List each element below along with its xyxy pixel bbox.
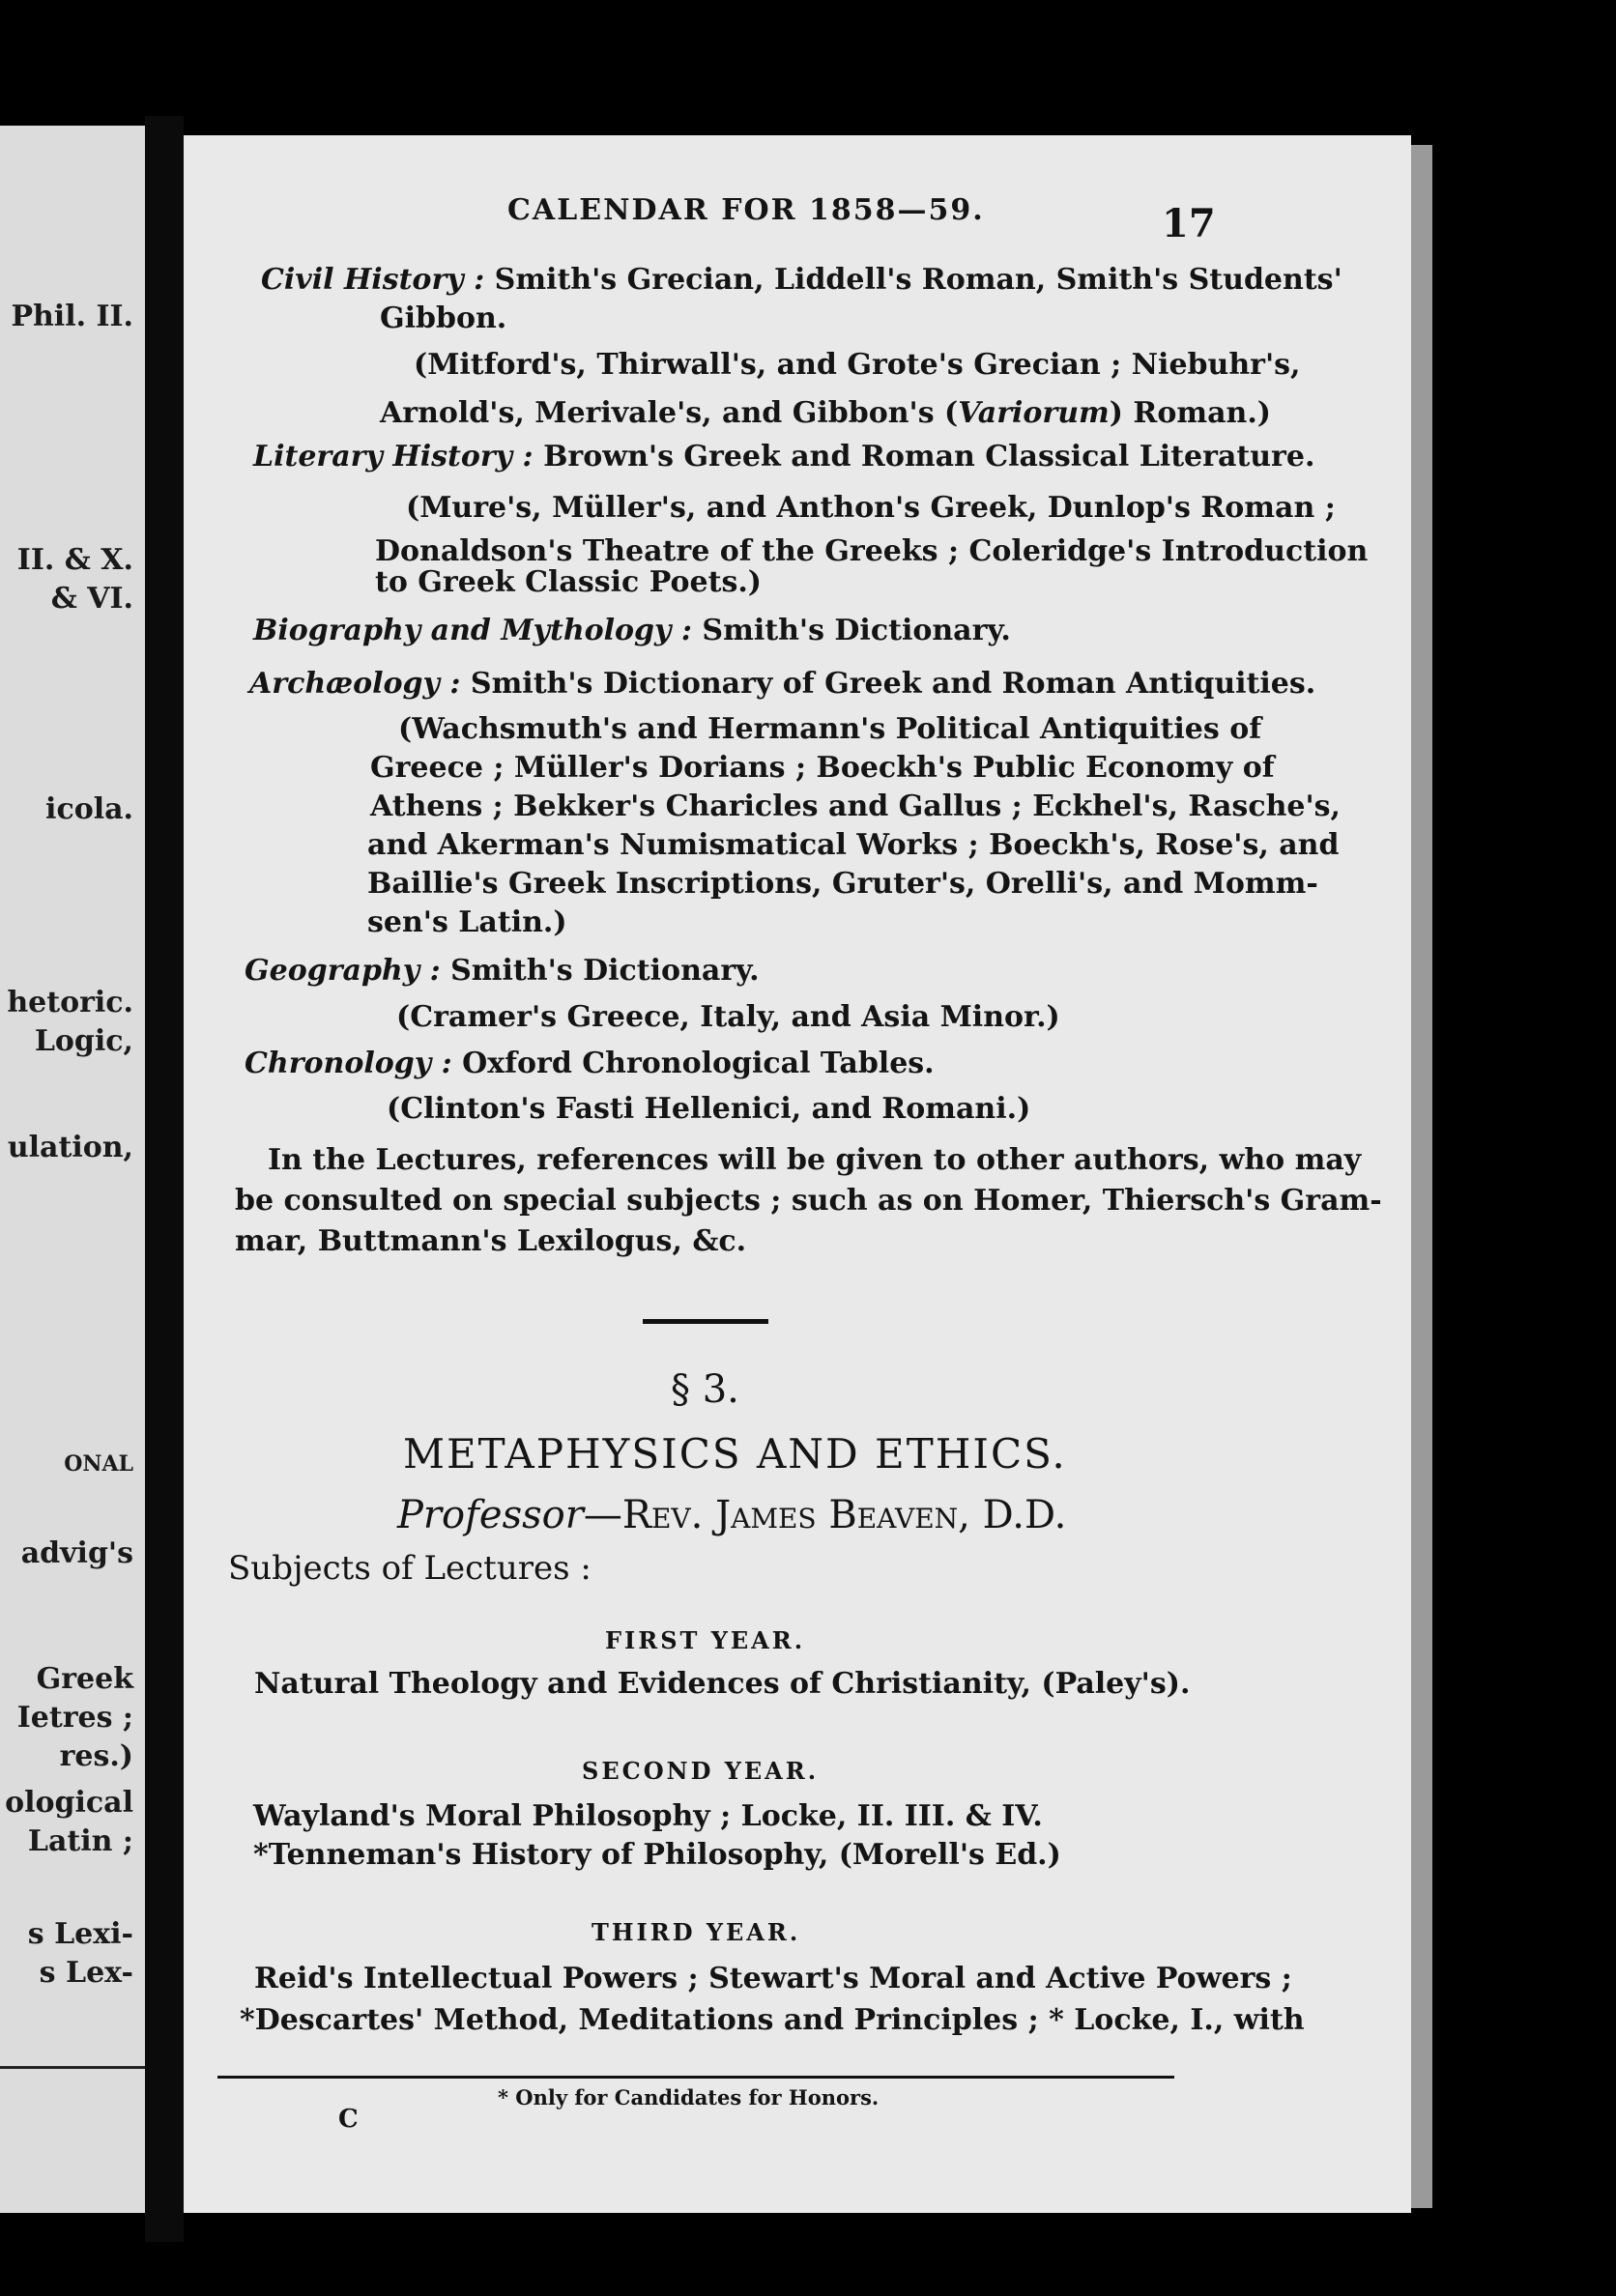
body-line: (Mitford's, Thirwall's, and Grote's Grecian ; Niebuhr's, <box>414 348 1301 382</box>
left-fragment: ological <box>5 1786 133 1820</box>
footnote: * Only for Candidates for Honors. <box>498 2085 880 2109</box>
professor-line <box>397 1493 1066 1537</box>
body-line: Baillie's Greek Inscriptions, Gruter's, Orelli's, and Momm- <box>367 867 1318 901</box>
entry-label: Biography and Mythology : <box>253 614 692 647</box>
year-heading: SECOND YEAR. <box>582 1757 820 1785</box>
signature-mark: C <box>338 2105 359 2134</box>
year-line: *Descartes' Method, Meditations and Principles ; * Locke, I., with <box>240 2003 1305 2037</box>
left-fragment: s Lexi- <box>27 1917 133 1951</box>
body-line: Chronology : Oxford Chronological Tables. <box>245 1047 935 1080</box>
left-fragment: ONAL <box>64 1451 133 1477</box>
professor-label: Professor <box>397 1493 584 1537</box>
entry-label: Geography : <box>245 954 441 988</box>
body-line: and Akerman's Numismatical Works ; Boeckh's, Rose's, and <box>367 828 1340 862</box>
body-line: (Wachsmuth's and Hermann's Political Antiquities of <box>398 712 1262 746</box>
entry-label: Archæology : <box>249 667 461 701</box>
left-fragment: Latin ; <box>27 1824 133 1858</box>
left-fragment: icola. <box>45 792 133 826</box>
left-fragment: & VI. <box>50 582 133 616</box>
year-line: Reid's Intellectual Powers ; Stewart's Moral and Active Powers ; <box>254 1962 1292 1995</box>
left-fragment: Logic, <box>34 1024 133 1058</box>
body-line: (Mure's, Müller's, and Anthon's Greek, Dunlop's Roman ; <box>406 491 1336 525</box>
body-line: Geography : Smith's Dictionary. <box>245 954 760 988</box>
running-title: CALENDAR FOR 1858—59. <box>507 193 985 227</box>
page-edge <box>1411 145 1432 2208</box>
body-line: Greece ; Müller's Dorians ; Boeckh's Public Economy of <box>370 751 1275 785</box>
year-line: Wayland's Moral Philosophy ; Locke, II. III. & IV. <box>253 1799 1043 1833</box>
body-line: Civil History : Smith's Grecian, Liddell's Roman, Smith's Students' <box>261 263 1342 297</box>
left-fragment: res.) <box>59 1739 133 1773</box>
left-fragment: II. & X. <box>16 543 133 577</box>
entry-label: Literary History : <box>253 440 534 474</box>
left-fragment: ulation, <box>7 1131 133 1164</box>
body-line: Athens ; Bekker's Charicles and Gallus ; Eckhel's, Rasche's, <box>370 789 1342 823</box>
body-line: sen's Latin.) <box>367 905 567 939</box>
body-line: be consulted on special subjects ; such as on Homer, Thiersch's Gram- <box>235 1184 1382 1218</box>
body-line: (Clinton's Fasti Hellenici, and Romani.) <box>387 1092 1031 1126</box>
entry-label: Civil History : <box>261 263 485 297</box>
page-number: 17 <box>1162 201 1216 246</box>
body-line: mar, Buttmann's Lexilogus, &c. <box>235 1224 747 1258</box>
body-line: Archæology : Smith's Dictionary of Greek and Roman Antiquities. <box>249 667 1316 701</box>
section-divider <box>643 1319 768 1324</box>
body-line: Biography and Mythology : Smith's Dictionary. <box>253 614 1011 647</box>
left-footnote-rule <box>0 2066 145 2069</box>
year-heading: FIRST YEAR. <box>605 1626 806 1654</box>
left-fragment: advig's <box>20 1536 133 1570</box>
body-line: to Greek Classic Poets.) <box>375 565 762 599</box>
body-line: Donaldson's Theatre of the Greeks ; Coleridge's Introduction <box>375 534 1369 568</box>
binding-gutter <box>145 116 184 2242</box>
left-fragment: hetoric. <box>7 986 133 1019</box>
body-line: In the Lectures, references will be given to other authors, who may <box>268 1143 1362 1177</box>
section-number: § 3. <box>671 1367 739 1412</box>
left-fragment: Phil. II. <box>11 300 133 333</box>
entry-label: Chronology : <box>245 1047 452 1080</box>
body-line: Arnold's, Merivale's, and Gibbon's (Variorum) Roman.) <box>380 396 1271 430</box>
left-fragment: s Lex- <box>39 1956 133 1990</box>
year-line: *Tenneman's History of Philosophy, (Morell's Ed.) <box>253 1838 1061 1872</box>
year-line: Natural Theology and Evidences of Christianity, (Paley's). <box>254 1667 1191 1701</box>
body-line: (Cramer's Greece, Italy, and Asia Minor.) <box>396 1000 1060 1034</box>
professor-name: —Rev. James Beaven, D.D. <box>583 1493 1067 1537</box>
body-line: Gibbon. <box>380 301 507 335</box>
section-title: METAPHYSICS AND ETHICS. <box>403 1430 1067 1478</box>
subjects-heading: Subjects of Lectures : <box>228 1549 592 1588</box>
body-line: Literary History : Brown's Greek and Roman Classical Literature. <box>253 440 1315 474</box>
year-heading: THIRD YEAR. <box>592 1918 801 1946</box>
left-fragment: Ietres ; <box>16 1701 133 1735</box>
footnote-rule <box>217 2076 1174 2079</box>
left-neighbour-page <box>0 126 145 2213</box>
left-fragment: Greek <box>36 1662 133 1696</box>
